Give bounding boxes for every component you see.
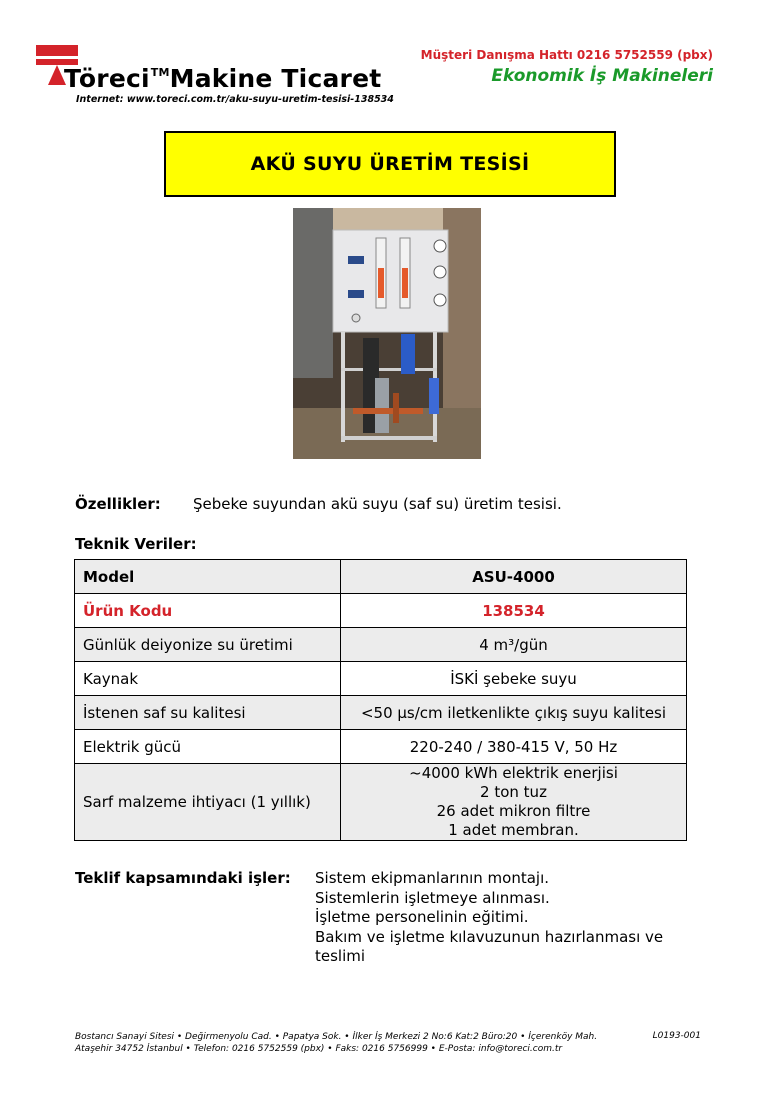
spec-value — [341, 764, 687, 841]
table-row — [75, 696, 687, 730]
document-code: L0193-001 — [652, 1031, 701, 1041]
spec-key: İstenen saf su kalitesi — [75, 696, 341, 730]
spec-value: 4 m³/gün — [341, 628, 687, 662]
list-item: Sistemlerin işletmeye alınması. — [315, 888, 550, 907]
spec-value: İSKİ şebeke suyu — [341, 662, 687, 696]
customer-hotline: Müşteri Danışma Hattı 0216 5752559 (pbx) — [420, 48, 713, 62]
consumable-line: 2 ton tuz — [480, 783, 547, 801]
spec-key: Günlük deiyonize su üretimi — [75, 628, 341, 662]
product-photo — [293, 208, 481, 459]
consumable-line: 26 adet mikron filtre — [436, 802, 591, 820]
scope-label: Teklif kapsamındaki işler: — [75, 869, 291, 887]
spec-key: Ürün Kodu — [75, 594, 341, 628]
table-row — [75, 628, 687, 662]
spec-value: 220-240 / 380-415 V, 50 Hz — [341, 730, 687, 764]
footer-line: Bostancı Sanayi Sitesi • Değirmenyolu Cad. • Papatya Sok. • İlker İş Merkezi 2 No:6 Kat:2 Büro:20 • İçerenköy Mah. — [75, 1032, 598, 1042]
spec-key: Sarf malzeme ihtiyacı (1 yıllık) — [75, 764, 341, 841]
footer-line: Ataşehir 34752 İstanbul • Telefon: 0216 5752559 (pbx) • Faks: 0216 5756999 • E-Posta: info@toreci.com.tr — [75, 1044, 563, 1054]
slogan: Ekonomik İş Makineleri — [491, 66, 713, 86]
spec-value: 138534 — [341, 594, 687, 628]
consumable-line: ~4000 kWh elektrik enerjisi — [409, 764, 618, 782]
table-row — [75, 730, 687, 764]
internet-url[interactable]: Internet: www.toreci.com.tr/aku-suyu-uretim-tesisi-138534 — [76, 94, 394, 105]
technical-data-table — [74, 559, 687, 841]
table-row — [75, 560, 687, 594]
table-row — [75, 662, 687, 696]
scope-list — [315, 869, 695, 967]
list-item: Bakım ve işletme kılavuzunun hazırlanması ve teslimi — [315, 927, 664, 965]
list-item: İşletme personelinin eğitimi. — [315, 908, 529, 926]
page-title: AKÜ SUYU ÜRETİM TESİSİ — [164, 131, 616, 197]
consumable-line: 1 adet membran. — [448, 821, 579, 839]
footer-address — [75, 1031, 597, 1055]
features-text: Şebeke suyundan akü suyu (saf su) üretim tesisi. — [193, 495, 562, 513]
brand-name: Töreci™Makine Ticaret — [64, 64, 382, 93]
table-row — [75, 764, 687, 841]
spec-key: Elektrik gücü — [75, 730, 341, 764]
table-row — [75, 594, 687, 628]
spec-value: <50 µs/cm iletkenlikte çıkış suyu kalitesi — [341, 696, 687, 730]
spec-key: Kaynak — [75, 662, 341, 696]
list-item: Sistem ekipmanlarının montajı. — [315, 869, 550, 887]
technical-data-label: Teknik Veriler: — [75, 535, 197, 553]
features-label: Özellikler: — [75, 495, 161, 513]
spec-key: Model — [75, 560, 341, 594]
spec-value: ASU-4000 — [341, 560, 687, 594]
